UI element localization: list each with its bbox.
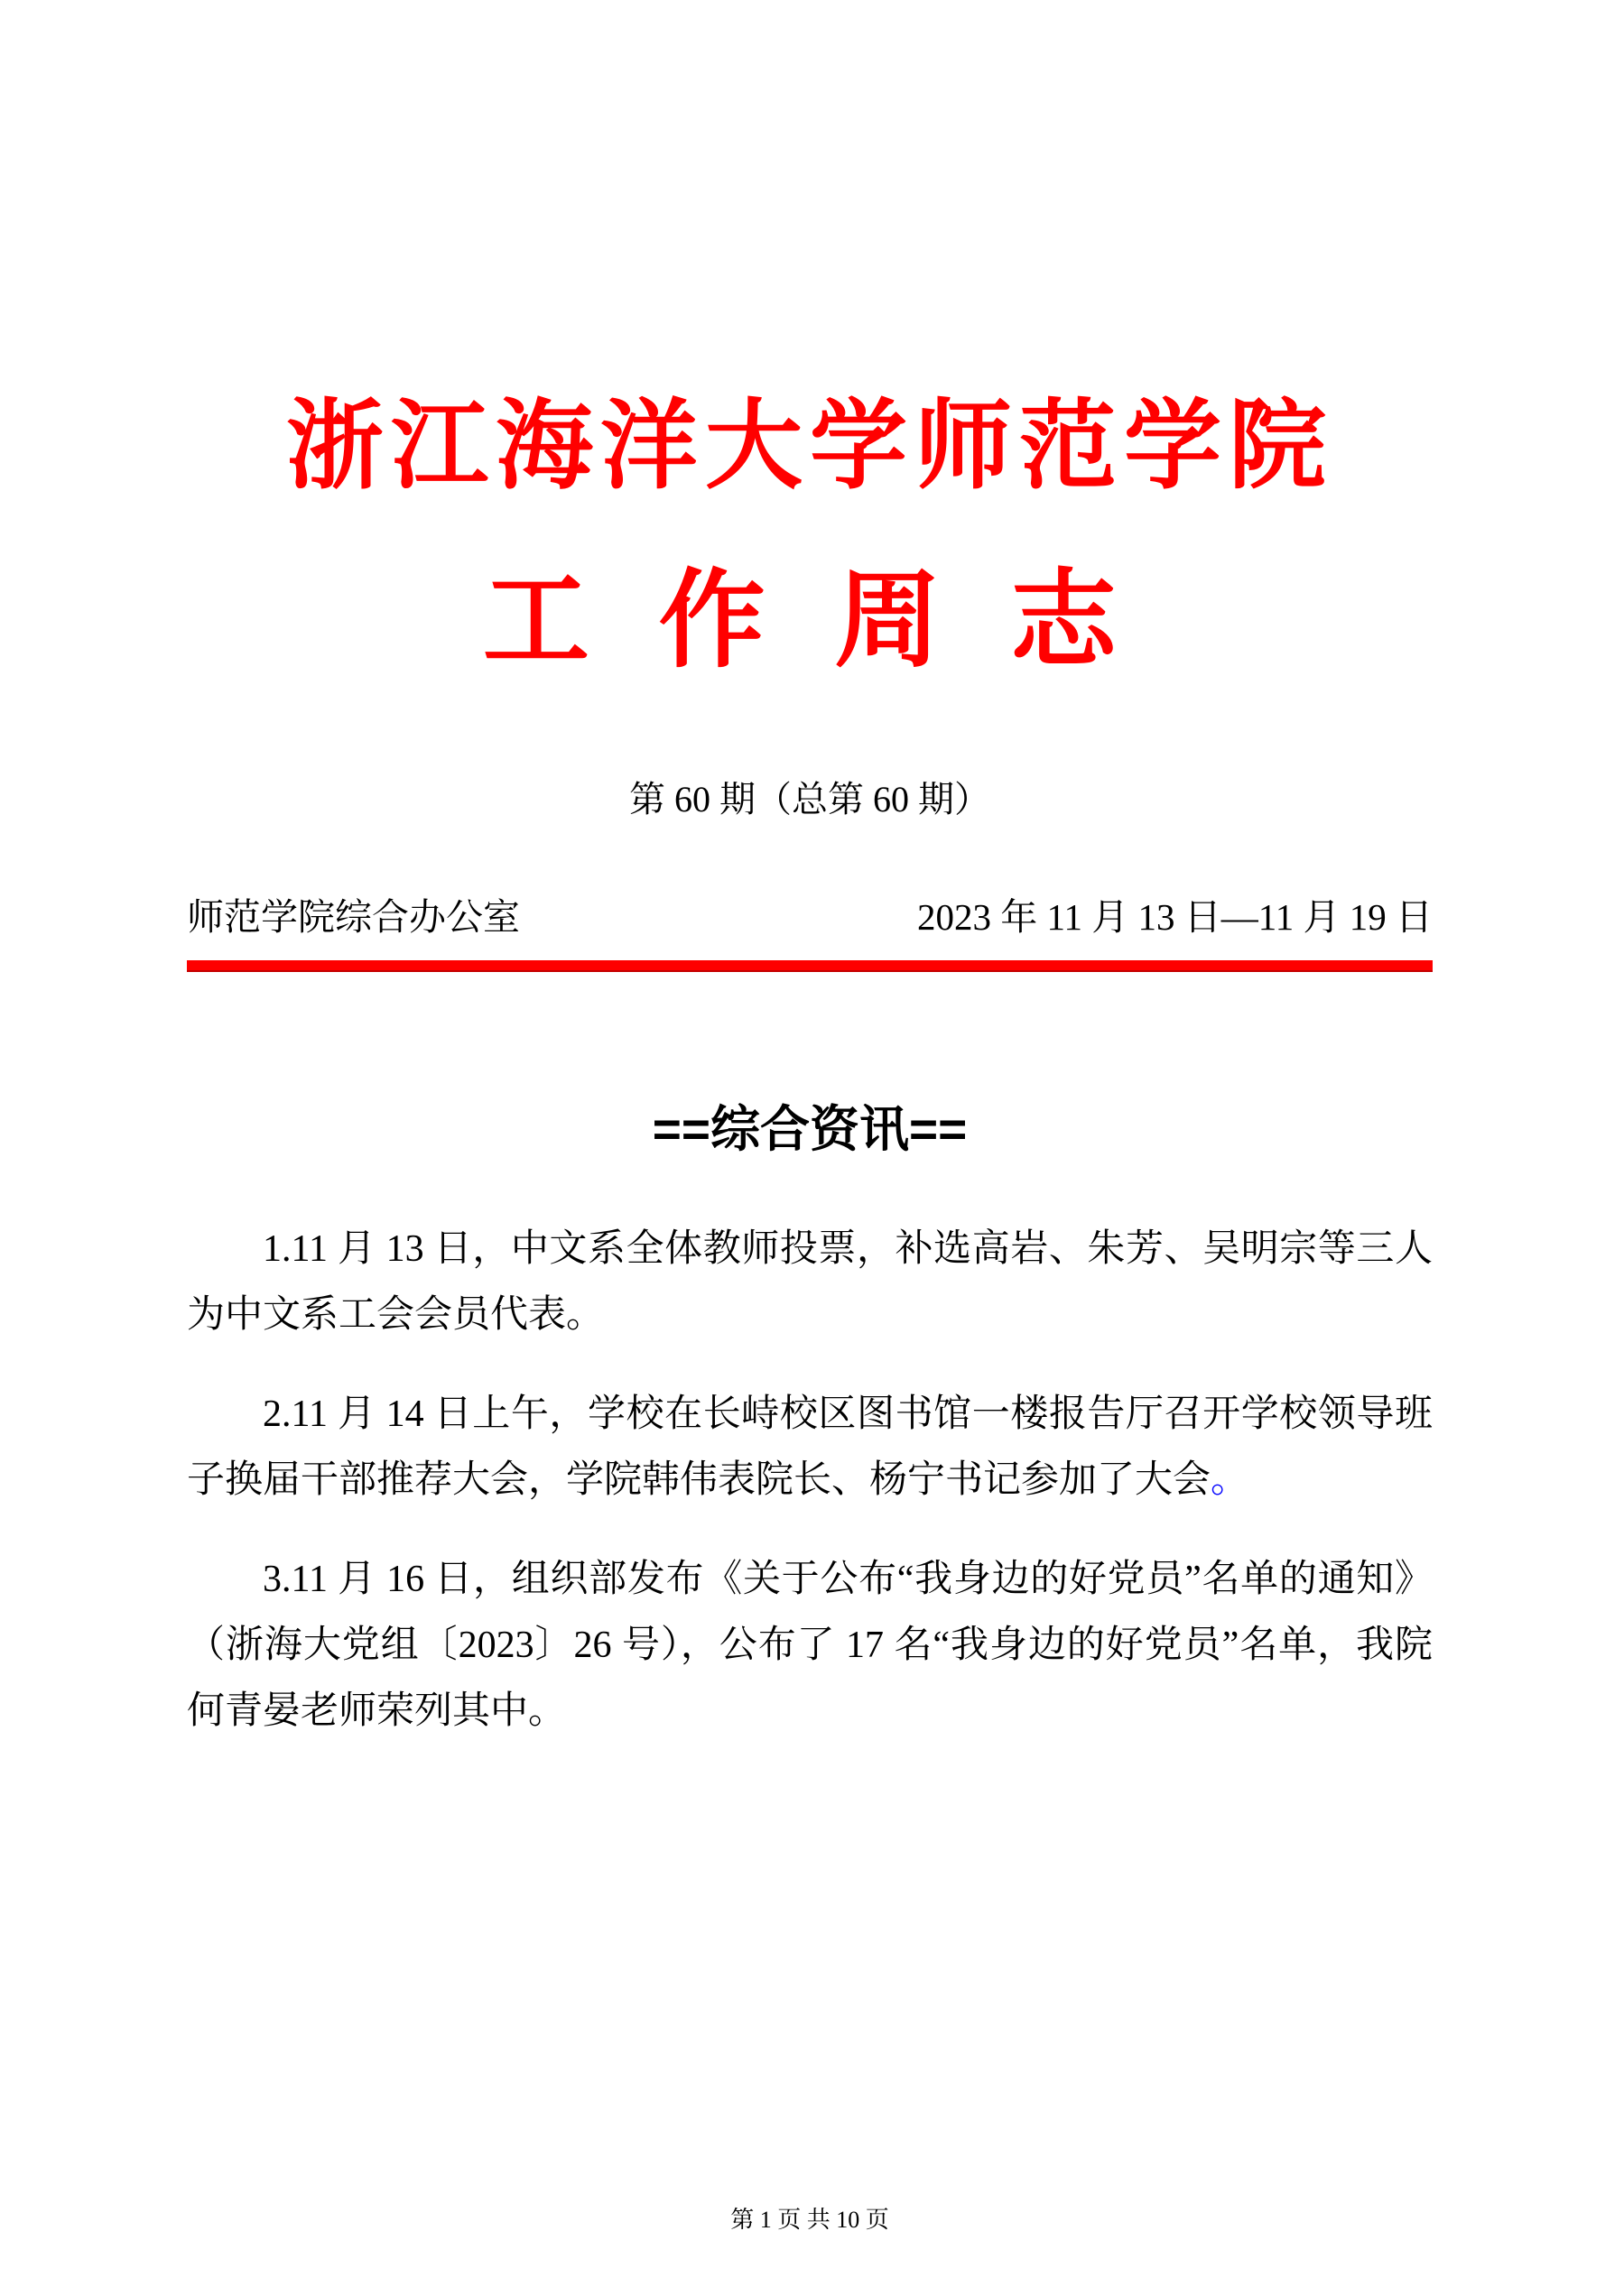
- document-title: 浙江海洋大学师范学院: [285, 391, 1333, 500]
- news-item-3-text: 3.11 月 16 日，组织部发布《关于公布“我身边的好党员”名单的通知》（浙海大党组〔2023〕26 号），公布了 17 名“我身边的好党员”名单，我院何青晏老师荣列其中。: [187, 1559, 1433, 1732]
- section-heading: ==综合资讯==: [652, 1101, 968, 1157]
- news-item-1-text: 1.11 月 13 日，中文系全体教师投票，补选高岩、朱芳、吴明宗等三人为中文系工会会员代表。: [187, 1228, 1433, 1336]
- page-number-footer: 第 1 页 共 10 页: [730, 2207, 889, 2233]
- news-item-1: [187, 1217, 1433, 1348]
- news-item-2: [187, 1382, 1433, 1514]
- news-item-2-text: 2.11 月 14 日上午，学校在长峙校区图书馆一楼报告厅召开学校领导班子换届干部推荐大会，学院韩伟表院长、杨宁书记参加了大会: [187, 1393, 1433, 1501]
- date-range: 2023 年 11 月 13 日—11 月 19 日: [917, 896, 1433, 938]
- news-item-3: [187, 1547, 1433, 1745]
- issue-number-line: 第 60 期（总第 60 期）: [629, 779, 990, 819]
- office-name: 师范学院综合办公室: [187, 896, 520, 938]
- news-item-2-blue-period: 。: [1211, 1459, 1249, 1501]
- news-list: [187, 1217, 1433, 1778]
- red-divider-rule: [187, 960, 1433, 972]
- masthead-row: [187, 892, 1433, 943]
- document-subtitle: 工 作 周 志: [482, 561, 1137, 680]
